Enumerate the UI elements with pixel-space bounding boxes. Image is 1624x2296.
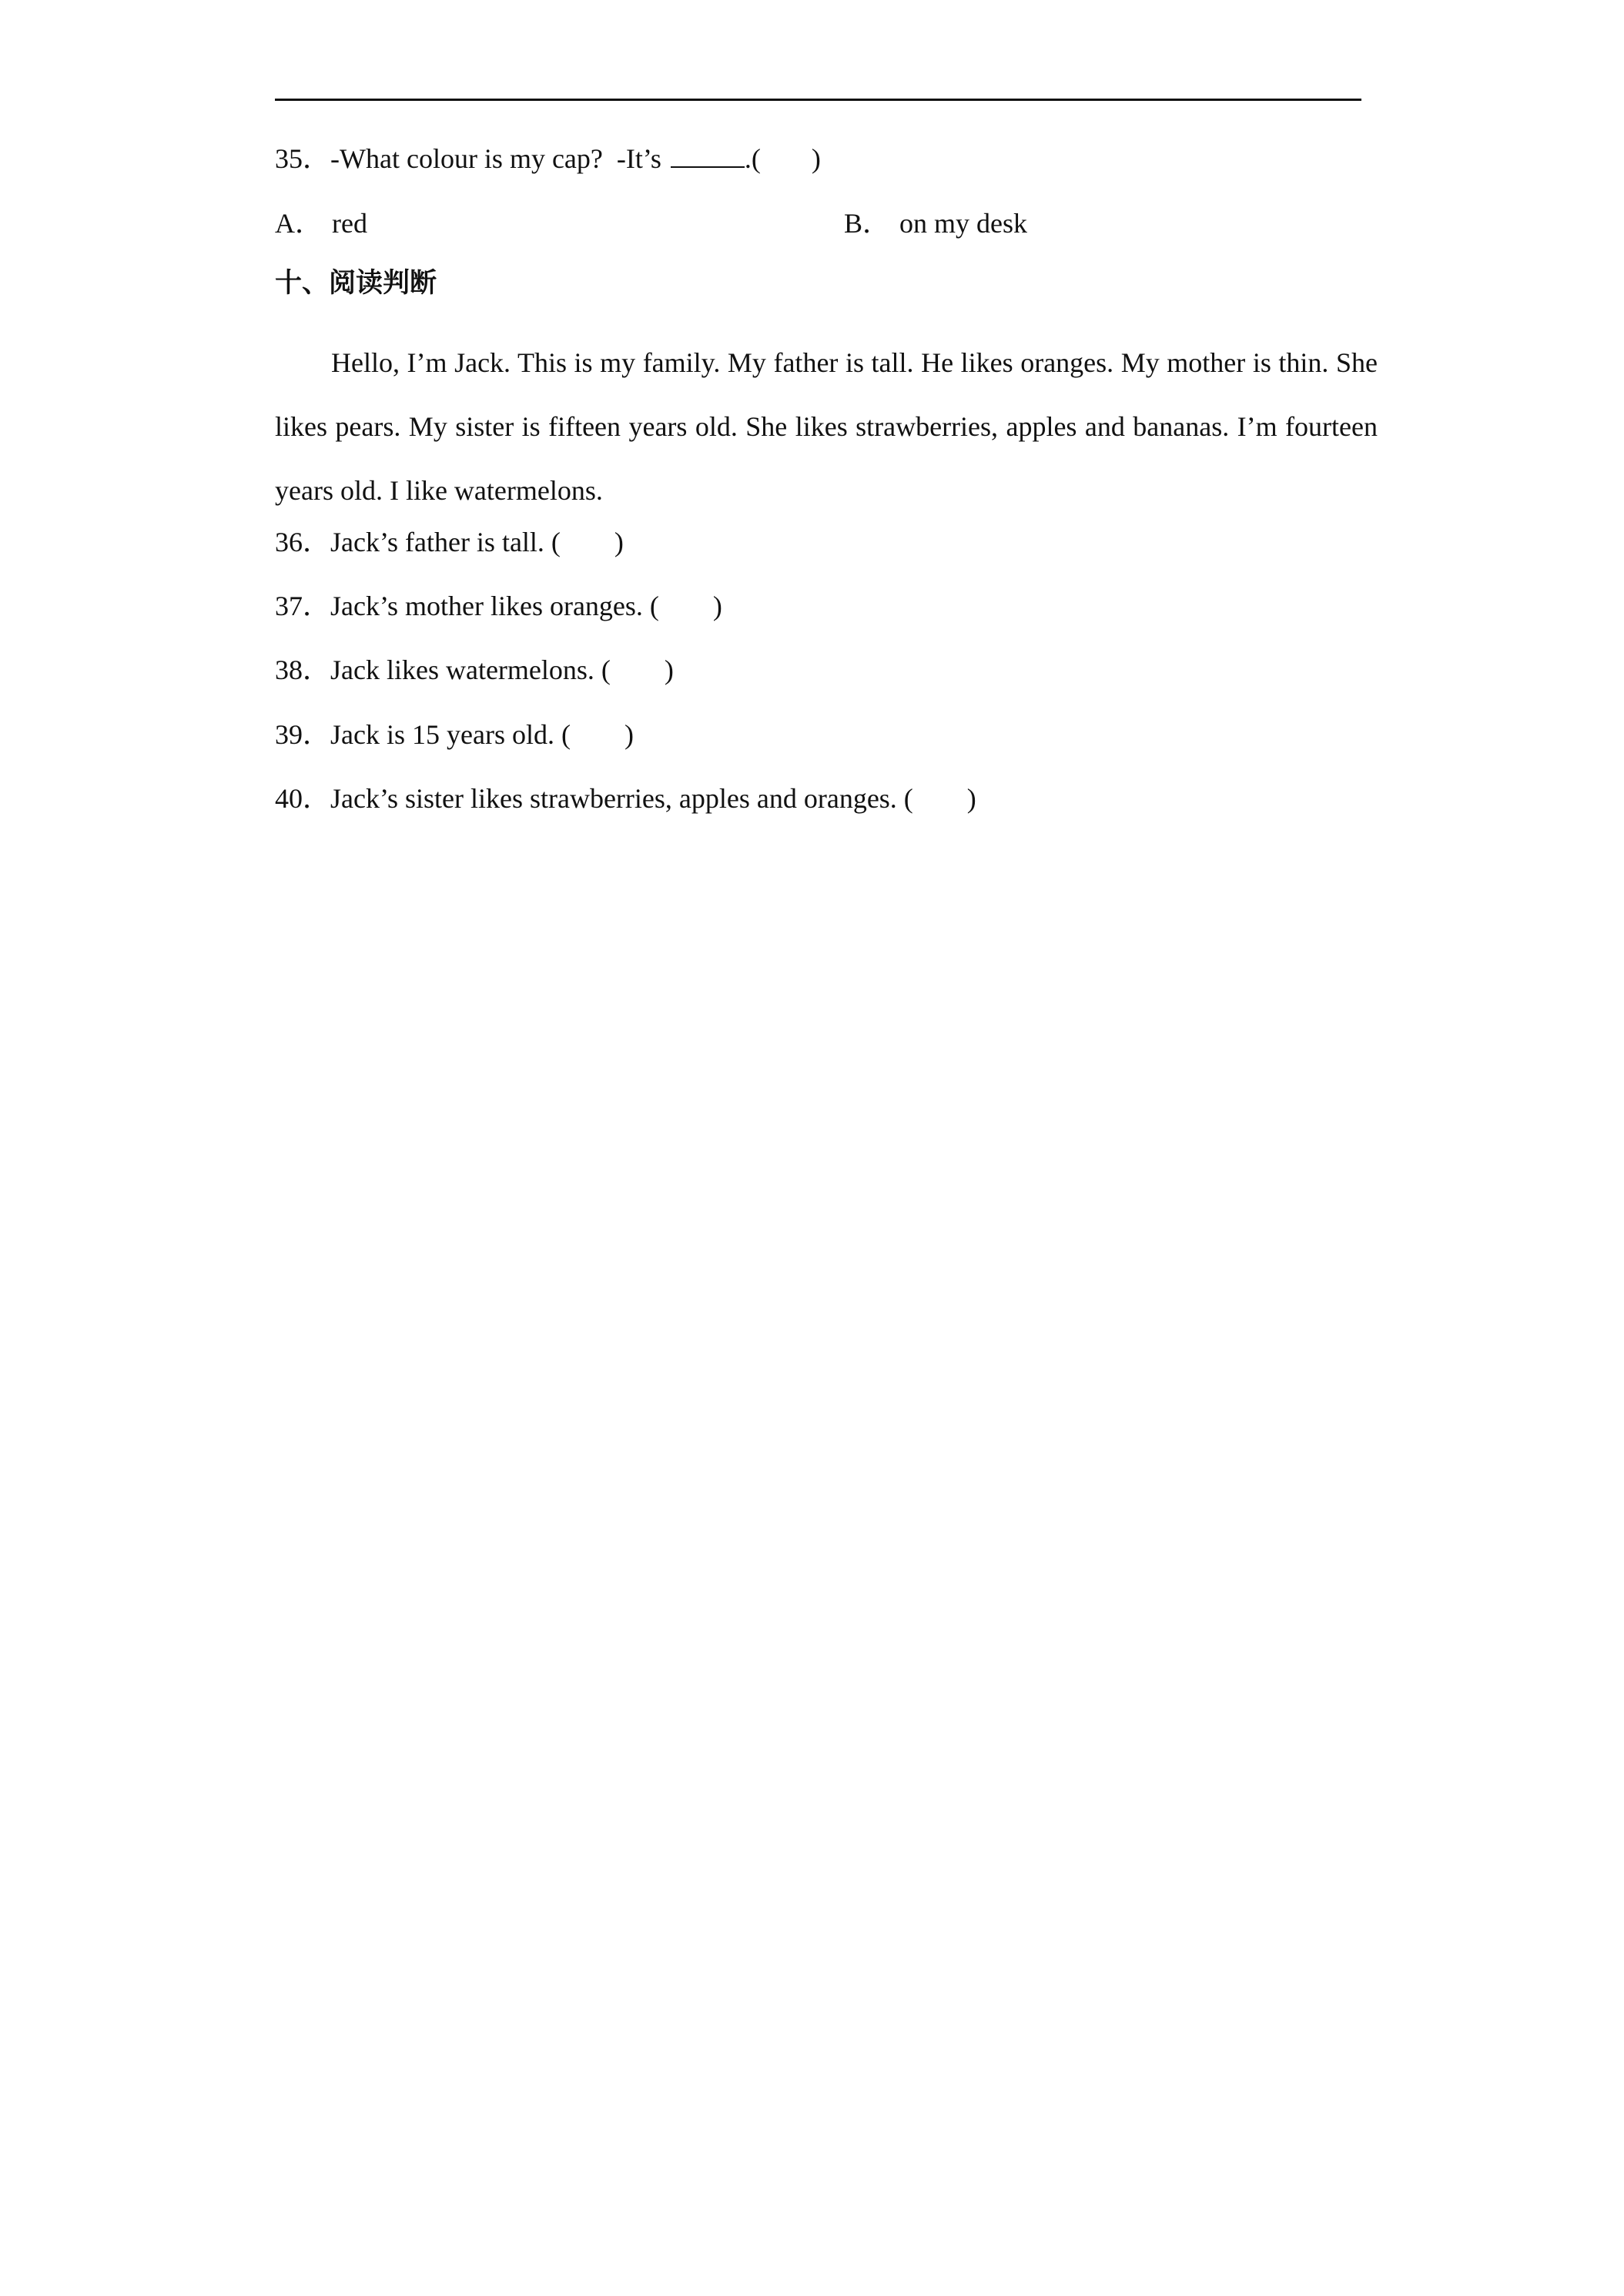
close-paren: ) [712, 591, 722, 621]
question-number: 38． [275, 654, 331, 685]
question-prompt: -What colour is my cap? [330, 143, 603, 174]
option-letter: A． [275, 208, 323, 239]
question-number: 37． [275, 591, 331, 621]
close-paren: ) [966, 783, 976, 814]
option-b[interactable] [844, 206, 1027, 240]
question-39 [275, 718, 634, 751]
close-paren: ) [664, 654, 674, 685]
question-38 [275, 653, 674, 687]
close-paren: ) [614, 527, 624, 557]
option-text: on my desk [899, 208, 1028, 239]
question-text: Jack is 15 years old. ( [330, 719, 571, 750]
question-text: Jack’s sister likes strawberries, apples and oranges. ( [330, 783, 913, 814]
after-blank: .( [744, 143, 761, 174]
reading-passage: Hello, I’m Jack. This is my family. My father is tall. He likes oranges. My mother is thin. She likes pears. My sister is fifteen years old. She likes strawberries, apples and bananas. I’m fourteen years old. I like watermelons. [275, 347, 1378, 506]
question-36 [275, 525, 624, 559]
question-number: 35． [275, 143, 331, 174]
answer-stem: -It’s [616, 143, 661, 174]
close-paren: ) [624, 719, 634, 750]
question-text: Jack’s mother likes oranges. ( [330, 591, 659, 621]
question-37 [275, 589, 722, 623]
question-number: 39． [275, 719, 331, 750]
close-paren: ) [811, 143, 821, 174]
option-letter: B． [844, 208, 891, 239]
section-heading: 十、阅读判断 [275, 268, 437, 299]
option-text: red [332, 208, 367, 239]
question-text: Jack likes watermelons. ( [330, 654, 611, 685]
header-rule [275, 99, 1361, 101]
question-number: 36． [275, 527, 331, 557]
question-35 [275, 142, 821, 176]
option-a[interactable] [275, 206, 367, 240]
question-number: 40． [275, 783, 331, 814]
question-40 [275, 782, 976, 815]
answer-blank[interactable] [671, 143, 745, 168]
question-text: Jack’s father is tall. ( [330, 527, 561, 557]
